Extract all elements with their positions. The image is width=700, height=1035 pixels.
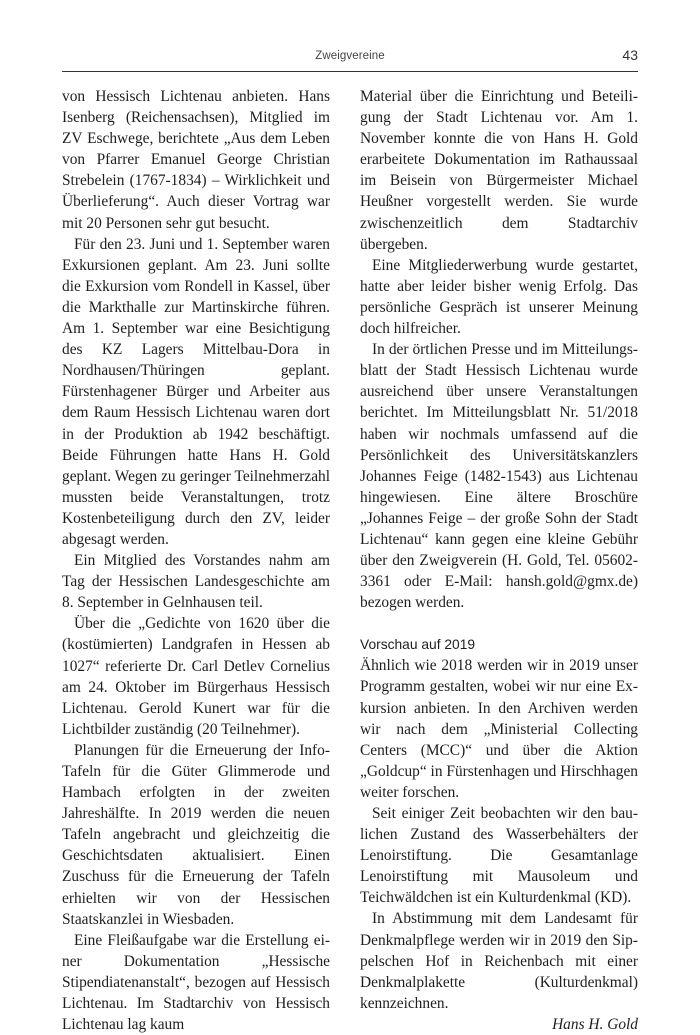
paragraph: Für den 23. Juni und 1. September waren Exkursionen geplant. Am 23. Juni sollte die Exkursion vom Rondell in Kassel, über die Markthalle zur Martinskirche führen. Am 1. September war eine Besichtigung des KZ Lagers Mittelbau-Dora in Nordhausen/Thüringen geplant. Fürstenhagener Bürger und Arbeiter aus dem Raum Hessisch Lichtenau waren dort in der Produktion ab 1942 beschäftigt. Beide Führungen hatte Hans H. Gold geplant. Wegen zu geringer Teilnehmerzahl mussten beide Veranstaltungen, trotz Kostenbeteiligung durch den ZV, leider abgesagt werden. <box>62 235 330 548</box>
paragraph: Eine Mitgliederwerbung wurde gestartet, hatte aber leider bisher wenig Erfolg. Das persönliche Gespräch ist unserer Meinung doch hilfreicher. <box>360 256 638 338</box>
page-number: 43 <box>622 47 638 63</box>
paragraph: In der örtlichen Presse und im Mitteilungsblatt der Stadt Hessisch Lichtenau wurde ausreichend über unsere Veranstaltungen berichtet. Im Mitteilungsblatt Nr. 51/2018 haben wir nochmals umfassend auf die Persönlichkeit des Universitätskanzlers Johannes Feige (1482-1543) aus Lichtenau hingewiesen. Eine ältere Broschüre „Johannes Feige – der große Sohn der Stadt Lichtenau“ kann gegen eine kleine Gebühr über den Zweigverein (H. Gold, Tel. 05602-3361 oder E-Mail: hansh.gold@gmx.de) bezogen werden. <box>360 341 638 612</box>
left-column <box>62 86 330 1035</box>
section-heading: Vorschau auf 2019 <box>360 637 476 653</box>
paragraph: Ähnlich wie 2018 werden wir in 2019 unser Programm gestalten, wobei wir nur eine Exkursion anbieten. In den Archiven werden wir nach dem „Ministerial Collecting Centers (MCC)“ und über die Aktion „Goldcup“ in Fürstenhagen und Hirschhagen weiter forschen. <box>360 657 638 801</box>
author-signature: Hans H. Gold <box>552 1015 638 1033</box>
paragraph: Eine Fleißaufgabe war die Erstellung einer Dokumentation „Hessische Stipendiatenanstalt“, bezogen auf Hessisch Lichtenau. Im Stadtarchiv von Hessisch Lichtenau lag kaum <box>62 931 330 1034</box>
paragraph: Planungen für die Erneuerung der Info-Tafeln für die Güter Glimmerode und Hambach erfolgten in der zweiten Jahreshälfte. In 2019 werden die neuen Tafeln angebracht und gleichzeitig die Geschichtsdaten aktualisiert. Einen Zuschuss für die Erneuerung der Tafeln erhielten wir von der Hessischen Staatskanzlei in Wiesbaden. <box>62 741 330 928</box>
paragraph: Seit einiger Zeit beobachten wir den baulichen Zustand des Wasserbehälters der Lenoirstiftung. Die Gesamtanlage Lenoirstiftung mit Mausoleum und Teichwäldchen ist ein Kulturdenkmal (KD). <box>360 805 638 907</box>
running-title: Zweigvereine <box>315 50 385 62</box>
paragraph: Ein Mitglied des Vorstandes nahm am Tag der Hessischen Landesgeschichte am 8. September in Gelnhausen teil. <box>62 552 330 612</box>
paragraph: Material über die Einrichtung und Beteiligung der Stadt Lichtenau vor. Am 1. November konnte die von Hans H. Gold erarbeitete Dokumentation im Rathaussaal im Beisein von Bürgermeister Michael Heußner vorgestellt werden. Sie wurde zwischenzeitlich dem Stadtarchiv übergeben. <box>360 88 638 253</box>
page-header <box>62 44 638 72</box>
paragraph: Über die „Gedichte von 1620 über die (kostümierten) Landgrafen in Hessen ab 1027“ referierte Dr. Carl Detlev Cornelius am 24. Oktober im Bürgerhaus Hessisch Lichtenau. Gerold Kunert war für die Lichtbilder zuständig (20 Teilnehmer). <box>62 615 330 738</box>
paragraph: von Hessisch Lichtenau anbieten. Hans Isenberg (Reichensachsen), Mitglied im ZV Eschwege, berichtete „Aus dem Leben von Pfarrer Emanuel George Christian Strebelein (1767-1834) – Wirklichkeit und Überlieferung“. Auch dieser Vortrag war mit 20 Personen sehr gut besucht. <box>62 88 330 232</box>
right-column <box>360 86 638 1035</box>
paragraph: In Abstimmung mit dem Landesamt für Denkmalpflege werden wir in 2019 den Sippelschen Hof in Reichenbach mit einer Denkmalplakette (Kulturdenkmal) kennzeichnen. <box>360 910 638 1012</box>
